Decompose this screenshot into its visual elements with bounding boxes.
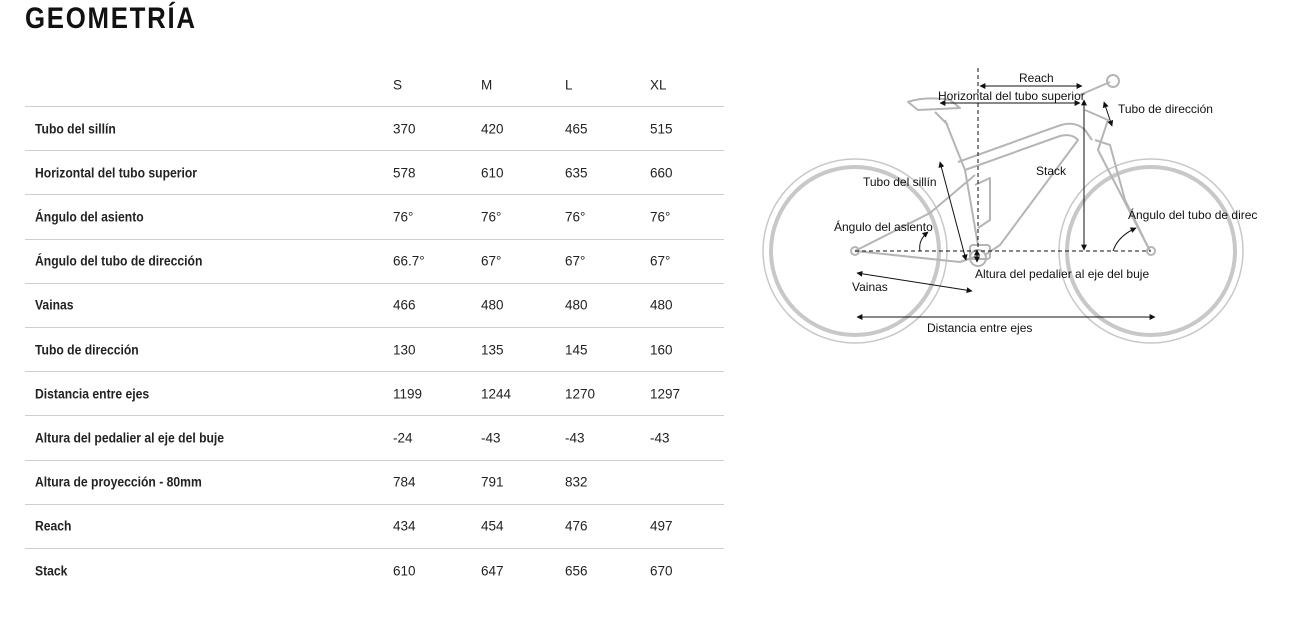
cell-value: 160: [650, 342, 673, 358]
cell-value: 454: [481, 518, 504, 534]
cell-value: 497: [650, 518, 673, 534]
cell-value: 610: [481, 165, 504, 181]
cell-value: 480: [481, 297, 504, 313]
cell-value: 1244: [481, 386, 512, 402]
table-header-row: [25, 64, 724, 107]
row-label: Tubo del sillín: [35, 121, 116, 137]
table-row: [25, 416, 724, 460]
row-label: Altura de proyección - 80mm: [35, 474, 202, 490]
cell-value: -24: [393, 430, 413, 446]
table-row: [25, 284, 724, 328]
cell-value: 578: [393, 165, 416, 181]
label-seat-angle: Ángulo del asiento: [834, 220, 933, 234]
cell-value: 656: [565, 563, 588, 579]
table-row: [25, 461, 724, 505]
cell-value: 670: [650, 563, 673, 579]
cell-value: 67°: [481, 253, 502, 269]
row-label: Vainas: [35, 297, 74, 313]
cell-value: 135: [481, 342, 504, 358]
table-row: [25, 240, 724, 284]
cell-value: 67°: [650, 253, 671, 269]
cell-value: 832: [565, 474, 588, 490]
row-label: Stack: [35, 563, 68, 579]
row-label: Ángulo del asiento: [35, 209, 144, 225]
table-row: [25, 195, 724, 239]
table-row: [25, 549, 724, 593]
cell-value: 480: [650, 297, 673, 313]
cell-value: 466: [393, 297, 416, 313]
label-seat-tube: Tubo del sillín: [863, 175, 937, 189]
cell-value: 476: [565, 518, 588, 534]
bike-frame-icon: [851, 75, 1155, 266]
label-head-tube: Tubo de dirección: [1118, 102, 1213, 116]
row-label: Reach: [35, 518, 72, 534]
row-label: Tubo de dirección: [35, 342, 139, 358]
cell-value: 66.7°: [393, 253, 425, 269]
label-reach: Reach: [1019, 71, 1054, 85]
cell-value: -43: [650, 430, 670, 446]
geometry-table: [25, 64, 724, 593]
cell-value: 67°: [565, 253, 586, 269]
column-header-s: S: [393, 77, 403, 93]
cell-value: 784: [393, 474, 416, 490]
cell-value: 465: [565, 121, 588, 137]
label-top-tube: Horizontal del tubo superior: [938, 89, 1085, 103]
column-header-xl: XL: [650, 77, 667, 93]
label-chainstays: Vainas: [852, 280, 888, 294]
cell-value: 1270: [565, 386, 596, 402]
cell-value: 480: [565, 297, 588, 313]
table-row: [25, 372, 724, 416]
row-label: Distancia entre ejes: [35, 386, 150, 402]
cell-value: 145: [565, 342, 588, 358]
bike-geometry-svg: [755, 62, 1258, 352]
cell-value: 791: [481, 474, 504, 490]
row-label: Ángulo del tubo de dirección: [35, 253, 203, 269]
row-label: Horizontal del tubo superior: [35, 165, 198, 181]
column-header-m: M: [481, 77, 493, 93]
label-stack: Stack: [1036, 164, 1067, 178]
cell-value: 1297: [650, 386, 681, 402]
cell-value: 76°: [650, 209, 671, 225]
bike-geometry-diagram: [755, 62, 1258, 352]
cell-value: 610: [393, 563, 416, 579]
cell-value: 515: [650, 121, 673, 137]
table-row: [25, 151, 724, 195]
table-row: [25, 505, 724, 549]
row-label: Altura del pedalier al eje del buje: [35, 430, 225, 446]
cell-value: 130: [393, 342, 416, 358]
cell-value: -43: [481, 430, 501, 446]
cell-value: 1199: [393, 386, 423, 402]
cell-value: 647: [481, 563, 504, 579]
label-wheelbase: Distancia entre ejes: [927, 321, 1033, 335]
cell-value: 635: [565, 165, 588, 181]
cell-value: 76°: [481, 209, 502, 225]
cell-value: 660: [650, 165, 673, 181]
cell-value: 420: [481, 121, 504, 137]
cell-value: -43: [565, 430, 585, 446]
cell-value: 370: [393, 121, 416, 137]
label-bb-drop: Altura del pedalier al eje del buje: [975, 267, 1150, 281]
column-header-l: L: [565, 77, 573, 93]
table-row: [25, 107, 724, 151]
cell-value: 76°: [393, 209, 414, 225]
cell-value: 76°: [565, 209, 586, 225]
cell-value: 434: [393, 518, 416, 534]
label-head-angle: Ángulo del tubo de direc: [1128, 208, 1258, 222]
table-row: [25, 328, 724, 372]
page-title: GEOMETRÍA: [25, 2, 197, 35]
